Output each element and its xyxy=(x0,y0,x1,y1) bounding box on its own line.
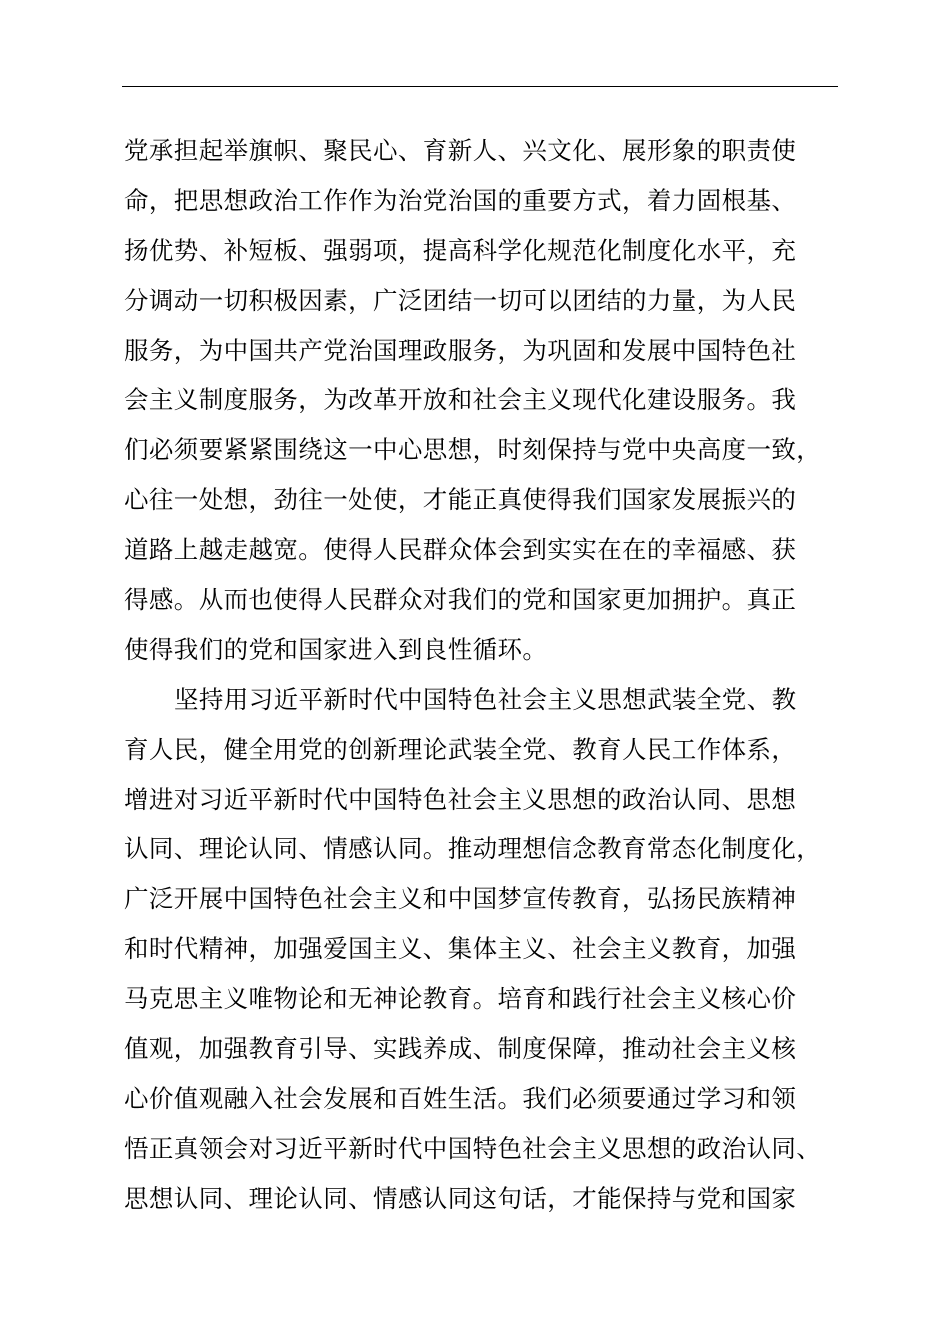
text-line: 增进对习近平新时代中国特色社会主义思想的政治认同、思想 xyxy=(124,784,797,814)
text-line: 和时代精神，加强爱国主义、集体主义、社会主义教育，加强 xyxy=(124,934,797,964)
text-line: 们必须要紧紧围绕这一中心思想，时刻保持与党中央高度一致， xyxy=(124,435,822,465)
text-line: 心往一处想，劲往一处使，才能正真使得我们国家发展振兴的 xyxy=(124,485,797,515)
text-line: 党承担起举旗帜、聚民心、育新人、兴文化、展形象的职责使 xyxy=(124,136,797,165)
text-line: 道路上越走越宽。使得人民群众体会到实实在在的幸福感、获 xyxy=(124,535,797,565)
text-line: 服务，为中国共产党治国理政服务，为巩固和发展中国特色社 xyxy=(124,335,797,365)
text-line: 心价值观融入社会发展和百姓生活。我们必须要通过学习和领 xyxy=(124,1083,797,1113)
paragraph-1 xyxy=(124,126,884,675)
text-line: 得感。从而也使得人民群众对我们的党和国家更加拥护。真正 xyxy=(124,585,797,615)
paragraph-2 xyxy=(124,675,884,1224)
text-line: 扬优势、补短板、强弱项，提高科学化规范化制度化水平，充 xyxy=(124,235,797,265)
text-line: 坚持用习近平新时代中国特色社会主义思想武装全党、教 xyxy=(174,684,797,714)
body-text xyxy=(124,126,884,1224)
text-line: 命，把思想政治工作作为治党治国的重要方式，着力固根基、 xyxy=(124,185,797,215)
text-line: 使得我们的党和国家进入到良性循环。 xyxy=(124,634,548,664)
text-line: 思想认同、理论认同、情感认同这句话，才能保持与党和国家 xyxy=(124,1183,797,1213)
text-line: 分调动一切积极因素，广泛团结一切可以团结的力量，为人民 xyxy=(124,285,797,315)
text-line: 育人民，健全用党的创新理论武装全党、教育人民工作体系， xyxy=(124,734,797,764)
text-line: 认同、理论认同、情感认同。推动理想信念教育常态化制度化， xyxy=(124,834,822,864)
text-line: 值观，加强教育引导、实践养成、制度保障，推动社会主义核 xyxy=(124,1034,797,1064)
text-line: 广泛开展中国特色社会主义和中国梦宣传教育，弘扬民族精神 xyxy=(124,884,797,914)
text-line: 悟正真领会对习近平新时代中国特色社会主义思想的政治认同、 xyxy=(124,1133,822,1163)
text-line: 马克思主义唯物论和无神论教育。培育和践行社会主义核心价 xyxy=(124,984,797,1014)
text-line: 会主义制度服务，为改革开放和社会主义现代化建设服务。我 xyxy=(124,385,797,415)
header-rule xyxy=(122,86,838,87)
